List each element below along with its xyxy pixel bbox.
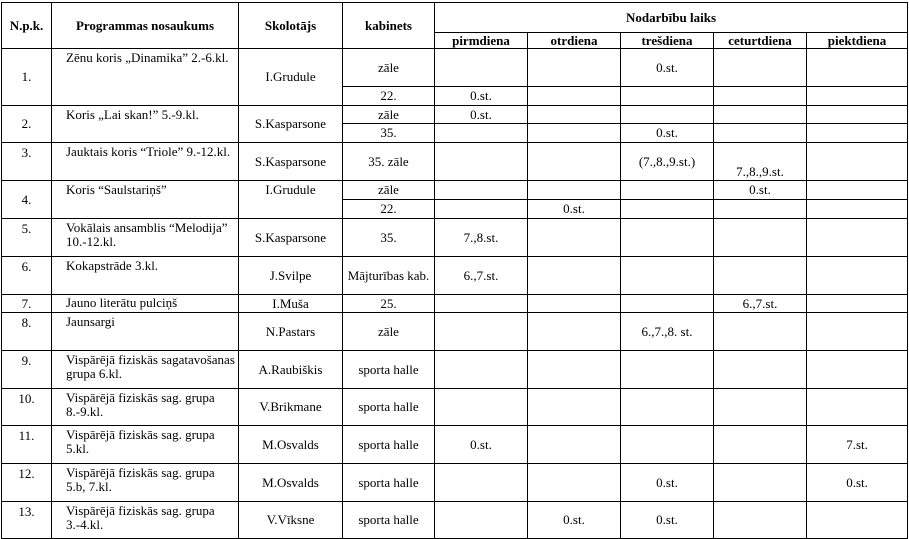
teacher-name: N.Pastars bbox=[239, 313, 343, 351]
table-row bbox=[2, 49, 908, 87]
teacher-name: V.Brikmane bbox=[239, 389, 343, 426]
table-row bbox=[2, 143, 908, 181]
day-cell bbox=[714, 200, 807, 219]
day-cell bbox=[714, 464, 807, 502]
day-cell bbox=[714, 106, 807, 124]
day-cell: 0.st. bbox=[621, 49, 714, 87]
day-cell: (7.,8.,9.st.) bbox=[621, 143, 714, 181]
room: zāle bbox=[343, 49, 435, 87]
row-number: 11. bbox=[2, 426, 52, 464]
day-cell bbox=[621, 426, 714, 464]
program-name: Vokālais ansamblis “Melodija” 10.-12.kl. bbox=[52, 219, 239, 257]
room: 35. bbox=[343, 219, 435, 257]
day-cell: 6.,7.,8. st. bbox=[621, 313, 714, 351]
day-cell bbox=[807, 351, 908, 389]
day-cell: 7.,8.,9.st. bbox=[714, 143, 807, 181]
row-number: 13. bbox=[2, 502, 52, 539]
room: sporta halle bbox=[343, 502, 435, 539]
day-cell bbox=[621, 389, 714, 426]
day-cell bbox=[714, 219, 807, 257]
room: 35. zāle bbox=[343, 143, 435, 181]
room: Mājturības kab. bbox=[343, 257, 435, 295]
day-cell bbox=[714, 313, 807, 351]
day-cell bbox=[714, 351, 807, 389]
room: 22. bbox=[343, 200, 435, 219]
program-name: Koris „Lai skan!” 5.-9.kl. bbox=[52, 106, 239, 143]
day-cell bbox=[435, 143, 528, 181]
header-npk: N.p.k. bbox=[2, 3, 52, 49]
day-cell bbox=[621, 295, 714, 313]
row-number: 2. bbox=[2, 106, 52, 143]
day-cell bbox=[714, 502, 807, 539]
header-room: kabinets bbox=[343, 3, 435, 49]
table-row bbox=[2, 219, 908, 257]
program-name: Jaunsargi bbox=[52, 313, 239, 351]
row-number: 7. bbox=[2, 295, 52, 313]
row-number: 8. bbox=[2, 313, 52, 351]
teacher-name: A.Raubiškis bbox=[239, 351, 343, 389]
table-row bbox=[2, 181, 908, 200]
day-cell bbox=[807, 124, 908, 143]
room: sporta halle bbox=[343, 389, 435, 426]
table-row bbox=[2, 464, 908, 502]
program-name: Vispārējā fiziskās sag. grupa 3.-4.kl. bbox=[52, 502, 239, 539]
day-cell bbox=[528, 181, 621, 200]
day-cell: 6.,7.st. bbox=[435, 257, 528, 295]
header-day-thursday: ceturtdiena bbox=[714, 33, 807, 49]
day-cell bbox=[807, 257, 908, 295]
schedule-table bbox=[1, 2, 908, 539]
day-cell bbox=[435, 351, 528, 389]
room: 25. bbox=[343, 295, 435, 313]
row-number: 5. bbox=[2, 219, 52, 257]
day-cell bbox=[621, 106, 714, 124]
row-number: 9. bbox=[2, 351, 52, 389]
day-cell: 7.st. bbox=[807, 426, 908, 464]
teacher-name: S.Kasparsone bbox=[239, 106, 343, 143]
program-name: Zēnu koris „Dinamika” 2.-6.kl. bbox=[52, 49, 239, 106]
day-cell bbox=[621, 351, 714, 389]
program-name: Vispārējā fiziskās sag. grupa 8.-9.kl. bbox=[52, 389, 239, 426]
room: zāle bbox=[343, 313, 435, 351]
day-cell: 0.st. bbox=[435, 106, 528, 124]
program-name: Koris “Saulstariņš” bbox=[52, 181, 239, 219]
day-cell bbox=[714, 124, 807, 143]
header-time: Nodarbību laiks bbox=[435, 3, 908, 33]
day-cell bbox=[807, 49, 908, 87]
day-cell bbox=[435, 464, 528, 502]
header-program: Programmas nosaukums bbox=[52, 3, 239, 49]
header-row bbox=[2, 3, 908, 33]
day-cell bbox=[807, 502, 908, 539]
program-name: Kokapstrāde 3.kl. bbox=[52, 257, 239, 295]
day-cell: 6.,7.st. bbox=[714, 295, 807, 313]
day-cell bbox=[528, 464, 621, 502]
day-cell bbox=[528, 106, 621, 124]
room: zāle bbox=[343, 106, 435, 124]
day-cell bbox=[435, 295, 528, 313]
row-number: 4. bbox=[2, 181, 52, 219]
day-cell bbox=[714, 87, 807, 106]
teacher-name: V.Vīksne bbox=[239, 502, 343, 539]
day-cell: 0.st. bbox=[528, 502, 621, 539]
day-cell bbox=[714, 426, 807, 464]
day-cell bbox=[528, 49, 621, 87]
day-cell bbox=[621, 200, 714, 219]
header-day-monday: pirmdiena bbox=[435, 33, 528, 49]
day-cell bbox=[621, 219, 714, 257]
row-number: 1. bbox=[2, 49, 52, 106]
program-name: Jauno literātu pulciņš bbox=[52, 295, 239, 313]
table-row bbox=[2, 389, 908, 426]
day-cell bbox=[528, 124, 621, 143]
row-number: 12. bbox=[2, 464, 52, 502]
day-cell bbox=[807, 313, 908, 351]
day-cell bbox=[807, 389, 908, 426]
day-cell bbox=[528, 143, 621, 181]
room: 22. bbox=[343, 87, 435, 106]
table-row bbox=[2, 426, 908, 464]
day-cell bbox=[435, 181, 528, 200]
program-name: Vispārējā fiziskās sagatavošanas grupa 6.kl. bbox=[52, 351, 239, 389]
day-cell: 0.st. bbox=[807, 464, 908, 502]
table-row bbox=[2, 257, 908, 295]
header-day-tuesday: otrdiena bbox=[528, 33, 621, 49]
teacher-name: M.Osvalds bbox=[239, 426, 343, 464]
day-cell bbox=[807, 143, 908, 181]
day-cell bbox=[621, 257, 714, 295]
day-cell bbox=[807, 295, 908, 313]
day-cell bbox=[621, 181, 714, 200]
header-day-friday: piektdiena bbox=[807, 33, 908, 49]
teacher-name: S.Kasparsone bbox=[239, 143, 343, 181]
teacher-name: S.Kasparsone bbox=[239, 219, 343, 257]
day-cell bbox=[807, 106, 908, 124]
table-row bbox=[2, 295, 908, 313]
day-cell bbox=[435, 124, 528, 143]
program-name: Vispārējā fiziskās sag. grupa 5.b, 7.kl. bbox=[52, 464, 239, 502]
teacher-name: M.Osvalds bbox=[239, 464, 343, 502]
program-name: Vispārējā fiziskās sag. grupa 5.kl. bbox=[52, 426, 239, 464]
day-cell bbox=[435, 200, 528, 219]
day-cell bbox=[807, 200, 908, 219]
room: 35. bbox=[343, 124, 435, 143]
row-number: 3. bbox=[2, 143, 52, 181]
day-cell: 0.st. bbox=[621, 502, 714, 539]
table-row bbox=[2, 106, 908, 124]
day-cell bbox=[435, 389, 528, 426]
header-teacher: Skolotājs bbox=[239, 3, 343, 49]
day-cell bbox=[435, 313, 528, 351]
day-cell bbox=[714, 389, 807, 426]
day-cell: 0.st. bbox=[435, 87, 528, 106]
day-cell: 0.st. bbox=[714, 181, 807, 200]
day-cell bbox=[714, 49, 807, 87]
day-cell bbox=[528, 389, 621, 426]
day-cell: 0.st. bbox=[435, 426, 528, 464]
header-day-wednesday: trešdiena bbox=[621, 33, 714, 49]
day-cell: 0.st. bbox=[621, 124, 714, 143]
day-cell bbox=[807, 219, 908, 257]
table-row bbox=[2, 313, 908, 351]
day-cell bbox=[435, 49, 528, 87]
room: zāle bbox=[343, 181, 435, 200]
room: sporta halle bbox=[343, 464, 435, 502]
day-cell: 0.st. bbox=[528, 200, 621, 219]
day-cell bbox=[528, 426, 621, 464]
day-cell bbox=[528, 87, 621, 106]
day-cell bbox=[528, 295, 621, 313]
room: sporta halle bbox=[343, 426, 435, 464]
day-cell: 0.st. bbox=[621, 464, 714, 502]
row-number: 6. bbox=[2, 257, 52, 295]
row-number: 10. bbox=[2, 389, 52, 426]
day-cell bbox=[528, 313, 621, 351]
day-cell bbox=[807, 181, 908, 200]
day-cell bbox=[435, 502, 528, 539]
program-name: Jauktais koris “Triole” 9.-12.kl. bbox=[52, 143, 239, 181]
day-cell bbox=[714, 257, 807, 295]
day-cell bbox=[528, 351, 621, 389]
table-row bbox=[2, 502, 908, 539]
teacher-name: J.Svilpe bbox=[239, 257, 343, 295]
day-cell: 7.,8.st. bbox=[435, 219, 528, 257]
table-row bbox=[2, 351, 908, 389]
teacher-name: I.Muša bbox=[239, 295, 343, 313]
day-cell bbox=[528, 257, 621, 295]
teacher-name: I.Grudule bbox=[239, 181, 343, 219]
day-cell bbox=[807, 87, 908, 106]
day-cell bbox=[621, 87, 714, 106]
day-cell bbox=[528, 219, 621, 257]
room: sporta halle bbox=[343, 351, 435, 389]
teacher-name: I.Grudule bbox=[239, 49, 343, 106]
